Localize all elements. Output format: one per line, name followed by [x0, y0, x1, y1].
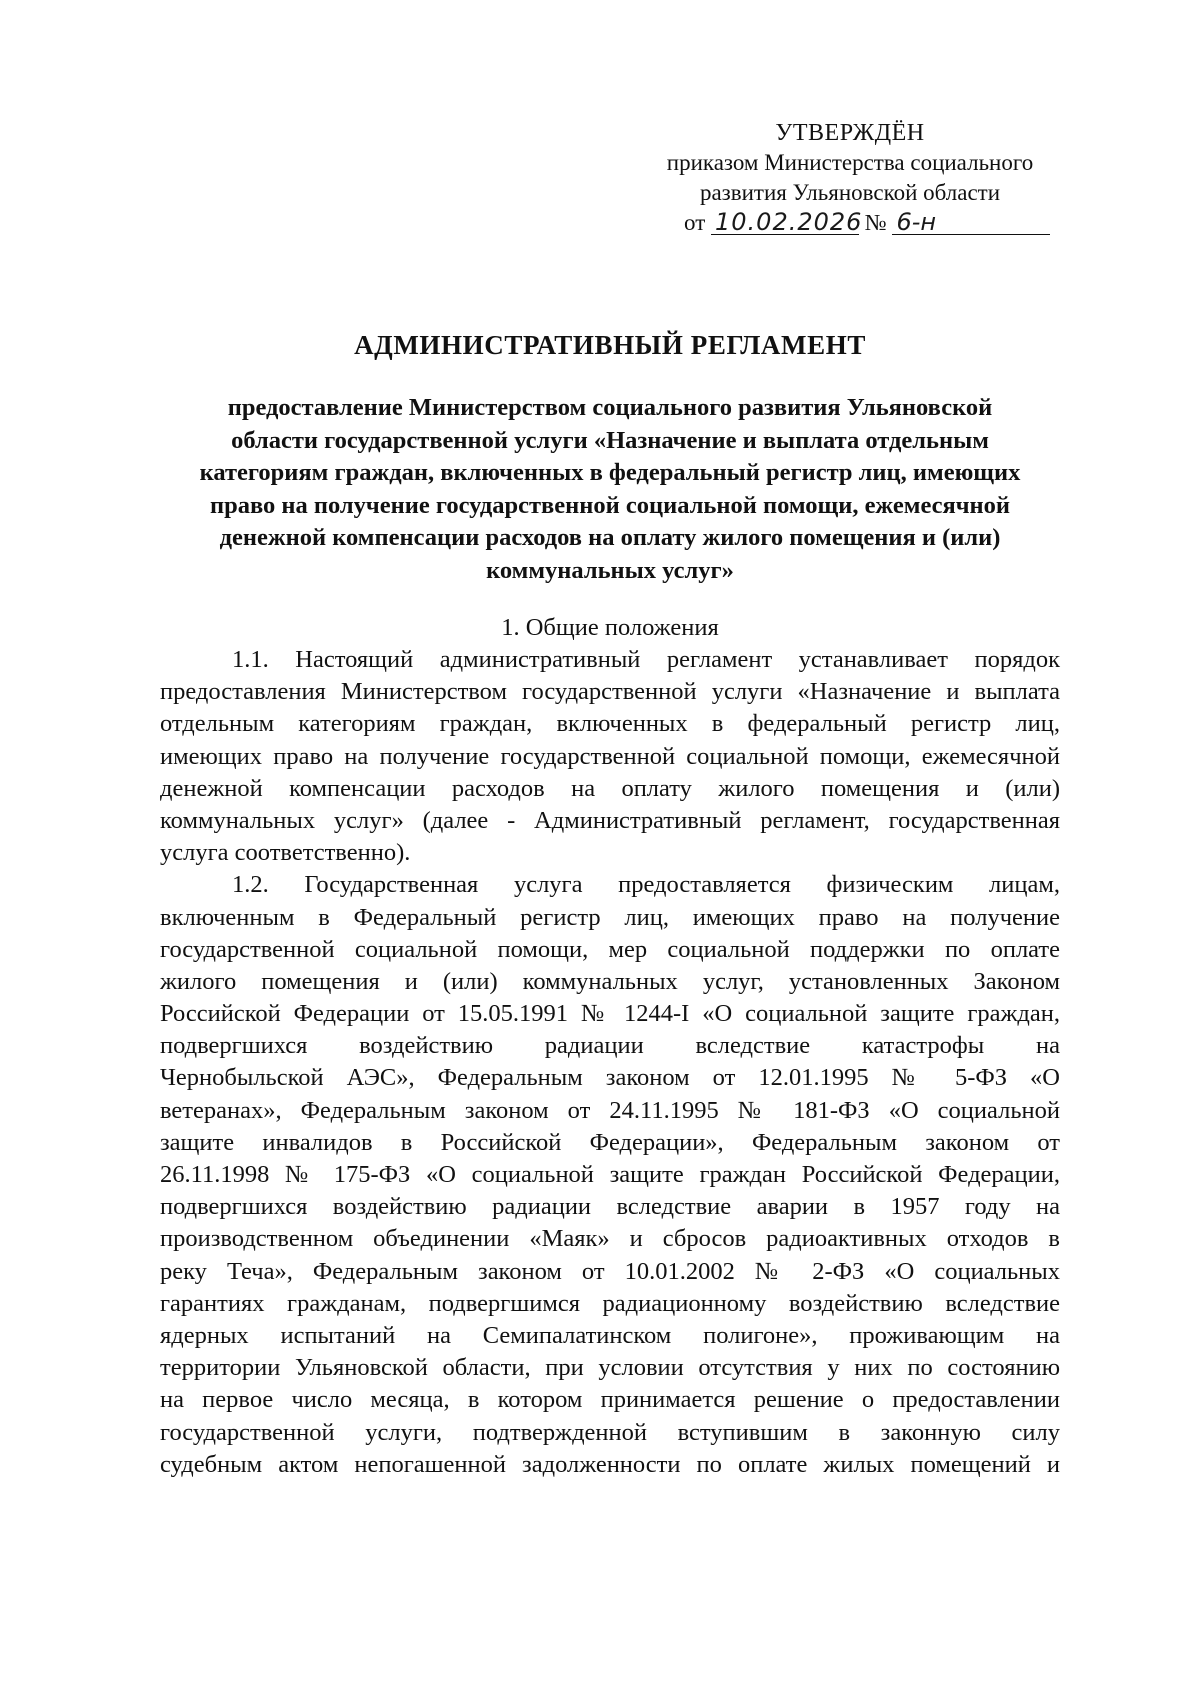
paragraph-line: жилого помещения и (или) коммунальных услуг, установленных Законом: [160, 967, 1060, 995]
paragraph-line: 26.11.1998 № 175-ФЗ «О социальной защите граждан Российской Федерации,: [160, 1161, 1060, 1188]
paragraph-line: подвергшихся воздействию радиации вследствие катастрофы на: [160, 1032, 1060, 1060]
section-heading: 1. Общие положения: [501, 614, 719, 641]
paragraph-line: коммунальных услуг» (далее - Административный регламент, государственная: [160, 806, 1060, 834]
paragraph-line: государственной социальной помощи, мер социальной поддержки по оплате: [160, 935, 1060, 963]
paragraph-line: государственной услуги, подтвержденной вступившим в законную силу: [160, 1418, 1060, 1446]
paragraph-line: предоставления Министерством государственной услуги «Назначение и выплата: [160, 678, 1060, 706]
paragraph-line: Российской Федерации от 15.05.1991 № 1244-I «О социальной защите граждан,: [160, 1000, 1060, 1028]
subtitle-line: области государственной услуги «Назначение и выплата отдельным: [231, 426, 989, 454]
paragraph-line: денежной компенсации расходов на оплату жилого помещения и (или): [160, 774, 1060, 802]
paragraph-line: реку Теча», Федеральным законом от 10.01.2002 № 2-ФЗ «О социальных: [160, 1257, 1060, 1285]
subtitle-line: право на получение государственной социальной помощи, ежемесячной: [209, 491, 1011, 519]
number-sign: №: [864, 210, 887, 235]
paragraph-line: территории Ульяновской области, при условии отсутствия у них по состоянию: [160, 1354, 1060, 1382]
approval-line-1: приказом Министерства социального: [666, 150, 1034, 175]
document-subtitle: [160, 392, 1060, 587]
paragraph-line: производственном объединении «Маяк» и сбросов радиоактивных отходов в: [160, 1225, 1060, 1253]
document-title: АДМИНИСТРАТИВНЫЙ РЕГЛАМЕНТ: [354, 330, 866, 360]
paragraph-line: защите инвалидов в Российской Федерации», Федеральным законом от: [160, 1128, 1060, 1156]
subtitle-line: предоставление Министерством социального развития Ульяновской: [227, 394, 993, 421]
approval-title: УТВЕРЖДЁН: [775, 120, 925, 146]
subtitle-line: коммунальных услуг»: [486, 556, 734, 584]
paragraph-line: гарантиях гражданам, подвергшимся радиационному воздействию вследствие: [160, 1289, 1060, 1317]
approval-stamp-block: [640, 118, 1060, 238]
paragraph-line: подвергшихся воздействию радиации вследствие аварии в 1957 году на: [160, 1193, 1060, 1221]
document-body: [160, 644, 1060, 1481]
paragraph-line: услуга соответственно).: [160, 839, 411, 867]
approval-date-line: [640, 208, 1060, 238]
paragraph-line: ветеранах», Федеральным законом от 24.11.1995 № 181-ФЗ «О социальной: [160, 1096, 1060, 1124]
paragraph-line: 1.2. Государственная услуга предоставляется физическим лицам,: [232, 871, 1060, 899]
approval-line-2: развития Ульяновской области: [699, 180, 1001, 205]
date-prefix: от: [684, 210, 706, 235]
paragraph-line: судебным актом непогашенной задолженности по оплате жилых помещений и: [160, 1450, 1060, 1478]
paragraph-line: 1.1. Настоящий административный регламент устанавливает порядок: [232, 646, 1060, 673]
paragraph-line: отдельным категориям граждан, включенных в федеральный регистр лиц,: [160, 710, 1060, 738]
subtitle-line: денежной компенсации расходов на оплату жилого помещения и (или): [219, 524, 1001, 551]
subtitle-line: категориям граждан, включенных в федеральный регистр лиц, имеющих: [199, 459, 1021, 486]
paragraph-line: ядерных испытаний на Семипалатинском полигоне», проживающим на: [160, 1321, 1060, 1349]
paragraph-line: на первое число месяца, в котором принимается решение о предоставлении: [160, 1386, 1060, 1414]
paragraph-line: имеющих право на получение государственной социальной помощи, ежемесячной: [160, 742, 1060, 770]
paragraph-line: включенным в Федеральный регистр лиц, имеющих право на получение: [160, 903, 1060, 931]
handwritten-date: 10.02.2026: [711, 210, 859, 235]
handwritten-number: 6-н: [892, 210, 1050, 235]
paragraph-line: Чернобыльской АЭС», Федеральным законом от 12.01.1995 № 5-ФЗ «О: [160, 1064, 1060, 1092]
